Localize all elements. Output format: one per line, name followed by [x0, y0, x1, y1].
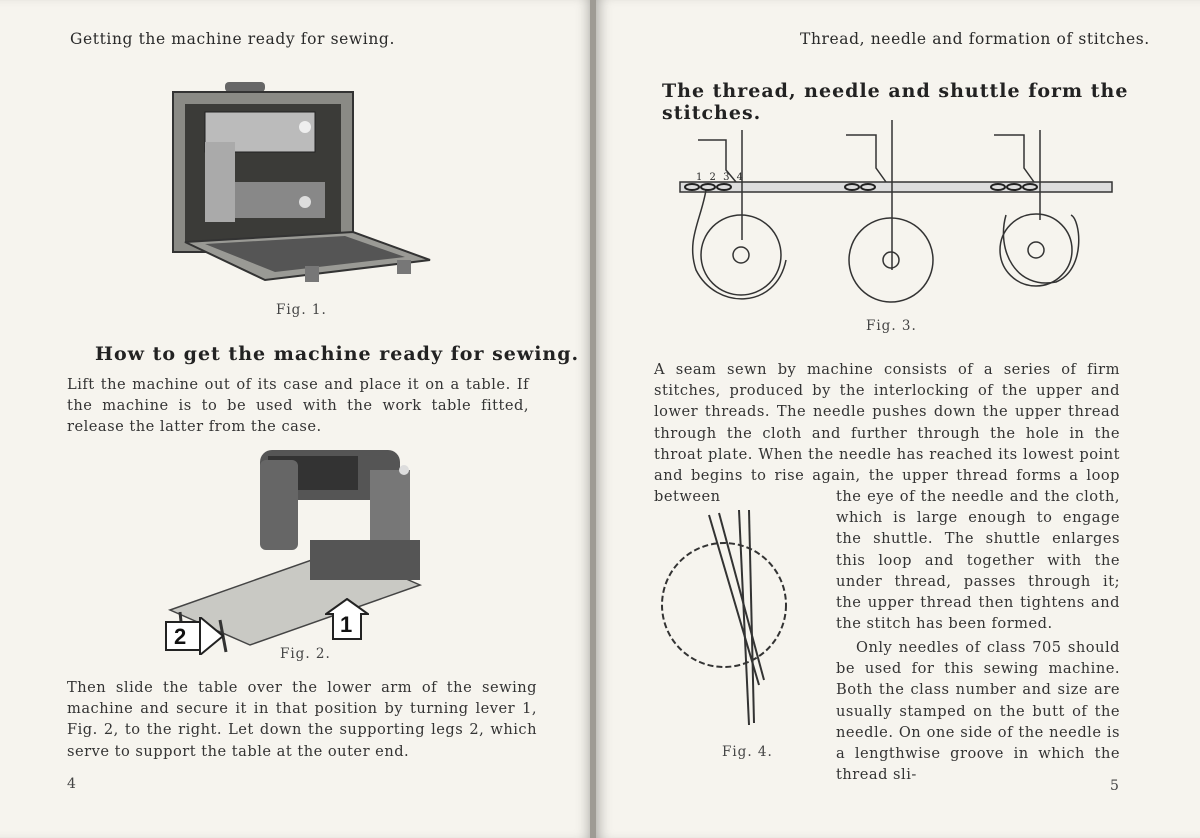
left-paragraph-1: Lift the machine out of its case and place it on a table. If the machine is to be used with the work table fitted, release the latter from the case. — [67, 376, 529, 436]
fig3-caption: Fig. 3. — [866, 318, 917, 334]
right-running-header: Thread, needle and formation of stitches. — [800, 30, 1150, 48]
right-section-title: The thread, needle and shuttle form the stitches. — [662, 80, 1129, 124]
right-paragraph-1-continued: the eye of the needle and the cloth, which is large enough to engage the shuttle. The shuttle enlarges this loop and together with the under thread, passes through it; the upper thread then tightens and the stitch has been formed. — [836, 488, 1120, 633]
fig2-label-1-text: 1 — [340, 612, 353, 637]
left-running-header: Getting the machine ready for sewing. — [70, 30, 395, 48]
left-page — [0, 0, 592, 838]
right-paragraph-2: Only needles of class 705 should be used for this sewing machine. Both the class number and size are usually stamped on the butt of the needle. On one side of the needle is a lengthwise groove in which the thread sli- — [836, 639, 1120, 784]
fig2-label-1-arrow — [325, 598, 369, 644]
right-page — [596, 0, 1200, 838]
left-paragraph-2: Then slide the table over the lower arm of the sewing machine and secure it in that position by turning lever 1, Fig. 2, to the right. Let down the supporting legs 2, which serve to support the table at the outer end. — [67, 679, 537, 760]
fig3-stitch-formation-diagram — [676, 120, 1116, 315]
fig4-caption: Fig. 4. — [722, 744, 773, 760]
left-section-title: How to get the machine ready for sewing. — [95, 343, 580, 365]
fig2-caption: Fig. 2. — [280, 646, 331, 662]
left-page-number: 4 — [67, 776, 76, 792]
right-paragraph-1: A seam sewn by machine consists of a series of firm stitches, produced by the interlocking of the upper and lower threads. The needle pushes down the upper thread through the cloth and further through the hole in the throat plate. When the needle has reached its lowest point and begins to rise again, the upper thread forms a loop between — [654, 361, 1120, 506]
fig3-stitch-numbers: 1 2 3 4 — [696, 172, 745, 183]
fig4-needle-image — [654, 495, 824, 735]
fig1-machine-in-case-image — [165, 82, 435, 292]
right-page-number: 5 — [1110, 778, 1119, 794]
fig2-label-2-text: 2 — [174, 624, 187, 649]
fig1-caption: Fig. 1. — [276, 302, 327, 318]
fig2-label-2-arrow — [165, 617, 225, 659]
